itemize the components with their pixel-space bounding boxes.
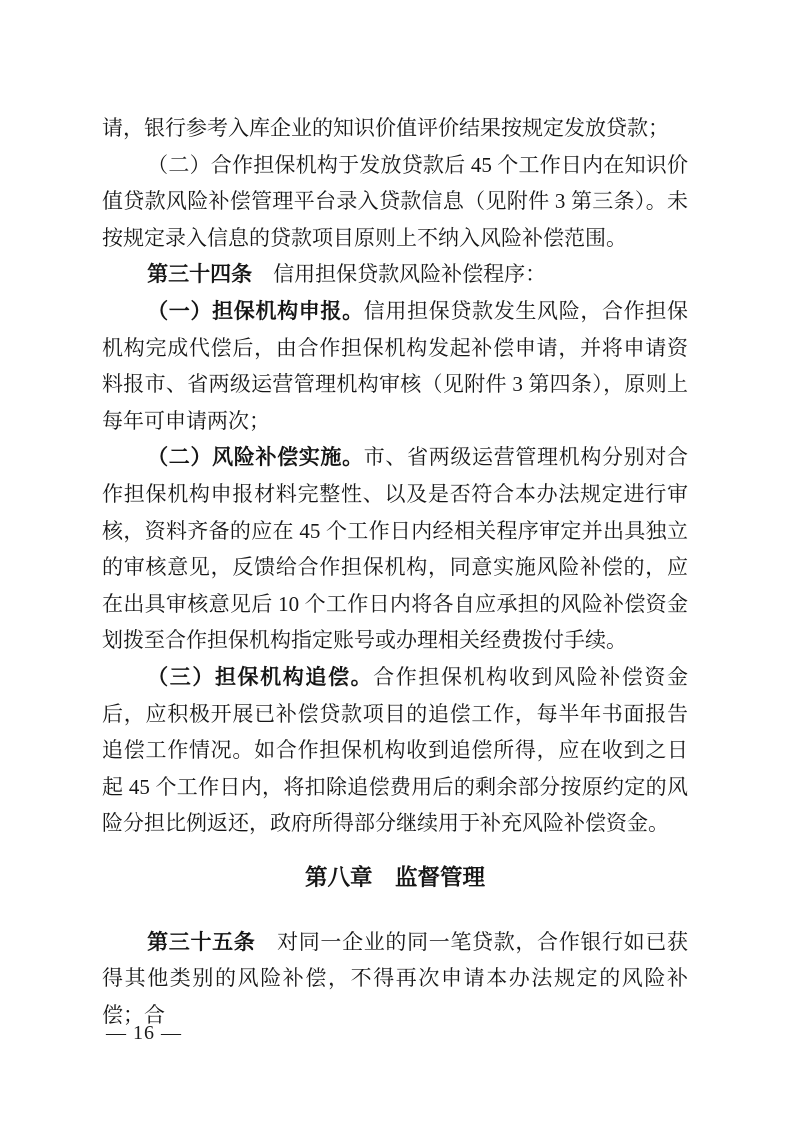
paragraph (102, 439, 688, 659)
text-run: 对同一企业的同一笔贷款，合作银行如已获得其他类别的风险补偿，不得再次申请本办法规定的风险补偿；合 (102, 929, 689, 1028)
paragraph (102, 924, 688, 1034)
text-run: 合作担保机构收到风险补偿资金后，应积极开展已补偿贷款项目的追偿工作，每半年书面报告追偿工作情况。如合作担保机构收到追偿所得，应在收到之日起 45 个工作日内，将扣除追偿费用后的剩余部分按原约定的风险分担比例返还，政府所得部分继续用于补充风险补偿资金。 (102, 664, 689, 836)
paragraph (102, 147, 688, 257)
text-run: 信用担保贷款风险补偿程序： (252, 262, 547, 287)
paragraph (102, 293, 688, 439)
text-run: 信用担保贷款发生风险，合作担保机构完成代偿后，由合作担保机构发起补偿申请，并将申请资料报市、省两级运营管理机构审核（见附件 3 第四条），原则上每年可申请两次； (102, 298, 689, 433)
bold-text-run: （一）担保机构申报。 (147, 298, 364, 323)
text-run: 请，银行参考入库企业的知识价值评价结果按规定发放贷款； (102, 116, 669, 140)
bold-text-run: 第八章 监督管理 (304, 864, 485, 890)
bold-text-run: 第三十四条 (147, 262, 253, 287)
bold-text-run: （二）风险补偿实施。 (147, 445, 364, 470)
page-footer (106, 1021, 182, 1045)
document-body (102, 110, 688, 1034)
bold-text-run: 第三十五条 (147, 929, 256, 954)
paragraph (102, 110, 688, 147)
text-run: （二）合作担保机构于发放贷款后 45 个工作日内在知识价值贷款风险补偿管理平台录入贷款信息（见附件 3 第三条）。未按规定录入信息的贷款项目原则上不纳入风险补偿范围。 (102, 152, 688, 250)
paragraph (102, 256, 688, 293)
chapter-heading (102, 863, 688, 893)
page-number: — 16 — (106, 1022, 182, 1044)
bold-text-run: （三）担保机构追偿。 (147, 664, 374, 689)
paragraph (102, 659, 688, 842)
text-run: 市、省两级运营管理机构分别对合作担保机构申报材料完整性、以及是否符合本办法规定进行审核，资料齐备的应在 45 个工作日内经相关程序审定并出具独立的审核意见，反馈给合作担保机构，同意实施风险补偿的，应在出具审核意见后 10 个工作日内将各自应承担的风险补偿资金划拨至合作担保机构指定账号或办理相关经费拨付手续。 (102, 445, 689, 653)
